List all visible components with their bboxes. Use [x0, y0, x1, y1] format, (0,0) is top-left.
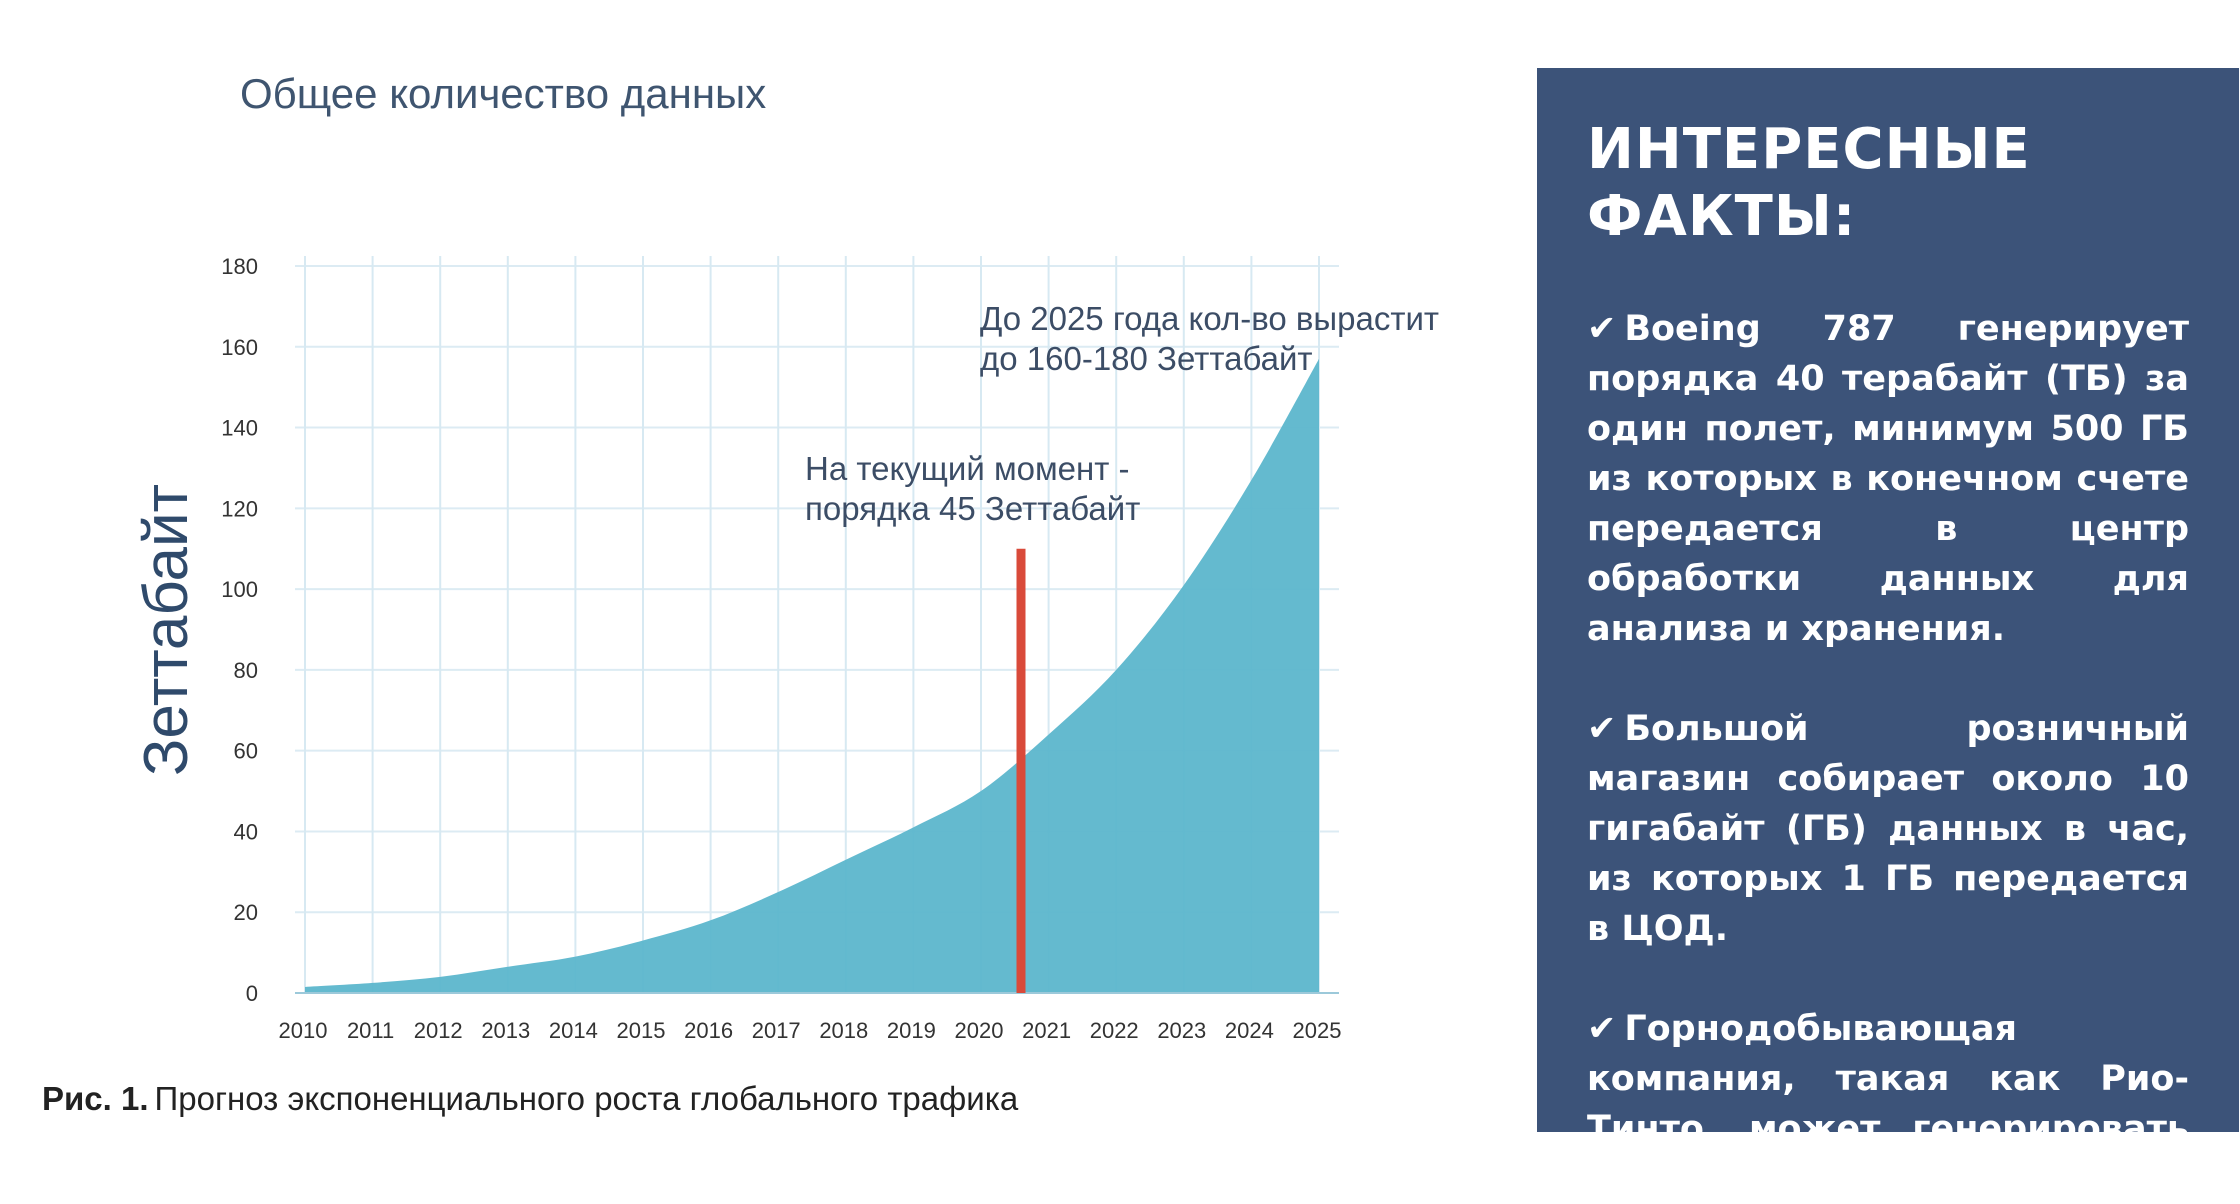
x-tick-label: 2016 — [684, 1018, 734, 1043]
fact-text: Boeing 787 генерирует порядка 40 терабайт (ТБ) за один полет, минимум 500 ГБ из которых в конечном счете передается в центр обработки данных для анализа и хранения. — [1587, 309, 2189, 650]
y-tick-label: 20 — [233, 900, 258, 926]
check-icon: ✔ — [1587, 709, 1617, 750]
figure-caption — [42, 1080, 1018, 1118]
caption-label: Рис. 1. — [42, 1080, 149, 1117]
y-tick-label: 120 — [221, 496, 258, 522]
y-tick-label: 80 — [233, 657, 258, 683]
x-tick-label: 2025 — [1292, 1018, 1342, 1043]
x-tick-label: 2014 — [548, 1018, 598, 1043]
x-tick-label: 2019 — [886, 1018, 936, 1043]
y-tick-label: 160 — [221, 334, 258, 360]
facts-panel — [1537, 68, 2239, 1200]
fact-text: Большой розничный магазин собирает около 10 гигабайт (ГБ) данных в час, из которых 1 ГБ передается в ЦОД. — [1587, 709, 2189, 950]
annotation-current-line2: порядка 45 Зеттабайт — [805, 490, 1141, 527]
x-tick-label: 2022 — [1089, 1018, 1139, 1043]
x-tick-label: 2013 — [481, 1018, 531, 1043]
y-tick-label: 100 — [221, 577, 258, 603]
facts-title: ИНТЕРЕСНЫЕ ФАКТЫ: — [1587, 117, 2031, 250]
x-tick-label: 2023 — [1157, 1018, 1207, 1043]
fact-item — [1587, 304, 2189, 654]
check-icon: ✔ — [1587, 1009, 1617, 1050]
caption-text: Прогноз экспоненциального роста глобального трафика — [154, 1080, 1019, 1117]
x-tick-label: 2021 — [1022, 1018, 1072, 1043]
fact-item — [1587, 1004, 2189, 1204]
x-tick-label: 2011 — [346, 1018, 395, 1043]
x-tick-label: 2017 — [751, 1018, 801, 1043]
annotation-forecast-line1: До 2025 года кол-во вырастит — [980, 300, 1440, 337]
x-tick-label: 2015 — [616, 1018, 666, 1043]
fact-text: Горнодобывающая компания, такая как Рио-Тинто, может генерировать до 2,4 ТБ данных в минуту. — [1587, 1009, 2189, 1200]
x-tick-label: 2024 — [1224, 1018, 1274, 1043]
x-tick-label: 2010 — [278, 1018, 328, 1043]
x-tick-label: 2012 — [413, 1018, 463, 1043]
chart-title: Общее количество данных — [240, 70, 767, 117]
y-tick-label: 60 — [233, 738, 258, 764]
y-axis-label: Зеттабайт — [132, 483, 201, 777]
y-tick-label: 180 — [221, 254, 258, 279]
y-tick-label: 0 — [245, 981, 258, 1006]
x-tick-label: 2020 — [954, 1018, 1004, 1043]
x-tick-label: 2018 — [819, 1018, 869, 1043]
y-tick-label: 140 — [221, 415, 258, 441]
check-icon: ✔ — [1587, 309, 1617, 350]
y-tick-label: 40 — [233, 819, 258, 845]
annotation-current-line1: На текущий момент - — [805, 450, 1130, 487]
fact-item — [1587, 704, 2189, 954]
annotation-forecast-line2: до 160-180 Зеттабайт — [980, 340, 1313, 377]
